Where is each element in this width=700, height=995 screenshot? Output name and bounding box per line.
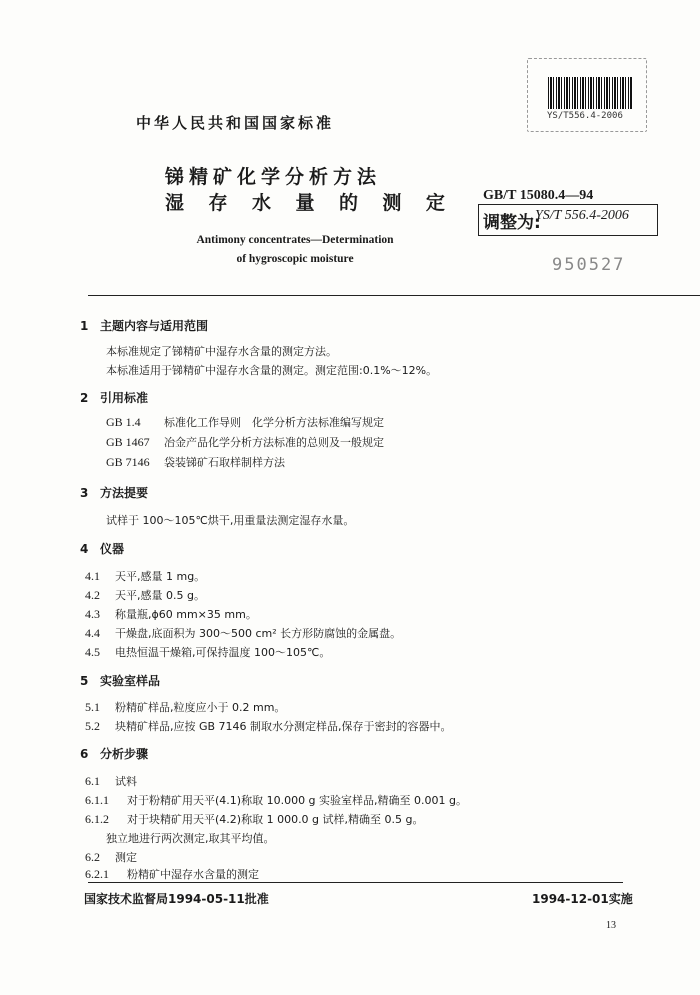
title-char: 测 xyxy=(382,192,402,214)
item-number: 4.1 xyxy=(85,569,100,583)
item-text: 测定 xyxy=(115,851,137,864)
item-text: 干燥盘,底面积为 300～500 cm² 长方形防腐蚀的金属盘。 xyxy=(115,627,402,640)
title-char: 存 xyxy=(208,192,228,214)
reference-code: GB 1467 xyxy=(106,435,150,449)
title-char: 量 xyxy=(295,192,315,214)
item-text: 块精矿样品,应按 GB 7146 制取水分测定样品,保存于密封的容器中。 xyxy=(115,720,452,733)
reference-text: 冶金产品化学分析方法标准的总则及一般规定 xyxy=(164,436,384,449)
list-item xyxy=(85,699,285,715)
item-number: 6.1.1 xyxy=(85,793,109,807)
title-char: 定 xyxy=(425,192,445,214)
list-item xyxy=(85,792,467,808)
title-char: 水 xyxy=(251,192,271,214)
standard-code: GB/T 15080.4—94 xyxy=(483,188,594,203)
item-number: 5.2 xyxy=(85,719,100,733)
section-heading xyxy=(80,484,148,501)
approval-info: 国家技术监督局1994-05-11批准 xyxy=(84,892,269,906)
item-number: 6.2 xyxy=(85,850,100,864)
item-text: 称量瓶,ϕ60 mm×35 mm。 xyxy=(115,608,257,621)
item-number: 4.3 xyxy=(85,607,100,621)
section-number: 2 xyxy=(80,391,89,405)
list-item xyxy=(85,644,330,660)
item-text: 对于块精矿用天平(4.2)称取 1 000.0 g 试样,精确至 0.5 g。 xyxy=(127,813,424,826)
item-number: 6.1.2 xyxy=(85,812,109,826)
reference-code: GB 7146 xyxy=(106,455,150,469)
section-number: 3 xyxy=(80,486,89,500)
reference-text: 标准化工作导则 化学分析方法标准编写规定 xyxy=(164,416,384,429)
section-title: 主题内容与适用范围 xyxy=(100,319,209,333)
reference-code: GB 1.4 xyxy=(106,415,141,429)
section-number: 6 xyxy=(80,747,89,761)
paragraph: 本标准适用于锑精矿中湿存水含量的测定。测定范围:0.1%～12%。 xyxy=(106,364,438,377)
section-title: 仪器 xyxy=(100,542,125,556)
item-number: 4.2 xyxy=(85,588,100,602)
list-item xyxy=(85,866,259,882)
item-text: 粉精矿样品,粒度应小于 0.2 mm。 xyxy=(115,701,286,714)
list-item xyxy=(85,568,205,584)
section-heading xyxy=(80,317,208,334)
item-text: 天平,感量 0.5 g。 xyxy=(115,589,205,602)
title-char: 湿 xyxy=(165,192,185,214)
section-heading xyxy=(80,389,148,406)
reference-item xyxy=(106,434,384,450)
stamp-number: 950527 xyxy=(552,255,626,275)
item-number: 6.2.1 xyxy=(85,867,109,881)
footer-divider xyxy=(88,882,623,883)
section-number: 5 xyxy=(80,674,89,688)
list-item xyxy=(85,587,205,603)
title-char: 的 xyxy=(338,192,358,214)
page-number: 13 xyxy=(606,920,616,931)
list-item xyxy=(85,773,137,789)
section-number: 4 xyxy=(80,542,89,556)
list-item xyxy=(85,811,424,827)
section-title: 引用标准 xyxy=(100,391,149,405)
paragraph: 试样于 100～105℃烘干,用重量法测定湿存水量。 xyxy=(106,514,355,527)
section-heading xyxy=(80,540,124,557)
paragraph: 本标准规定了锑精矿中湿存水含量的测定方法。 xyxy=(106,345,337,358)
list-item xyxy=(85,718,452,734)
item-text: 对于粉精矿用天平(4.1)称取 10.000 g 实验室样品,精确至 0.001 g。 xyxy=(127,794,467,807)
adjustment-handwritten-code: YS/T 556.4-2006 xyxy=(535,208,629,223)
section-heading xyxy=(80,745,148,762)
item-text: 天平,感量 1 mg。 xyxy=(115,570,206,583)
header-divider xyxy=(88,295,700,296)
item-number: 6.1 xyxy=(85,774,100,788)
reference-text: 袋装锑矿石取样制样方法 xyxy=(164,456,285,469)
item-text: 电热恒温干燥箱,可保持温度 100～105℃。 xyxy=(115,646,331,659)
adjustment-label: 调整为: xyxy=(483,213,541,233)
barcode-number: YS/T556.4-2006 xyxy=(547,111,623,121)
reference-item xyxy=(106,454,285,470)
reference-item xyxy=(106,414,384,430)
list-item xyxy=(85,606,257,622)
item-text: 粉精矿中湿存水含量的测定 xyxy=(127,868,259,881)
section-title: 分析步骤 xyxy=(100,747,149,761)
item-number: 4.5 xyxy=(85,645,100,659)
national-standard-heading: 中华人民共和国国家标准 xyxy=(135,114,334,132)
item-text: 试料 xyxy=(115,775,137,788)
section-title: 方法提要 xyxy=(100,486,149,500)
list-item xyxy=(85,849,137,865)
paragraph: 独立地进行两次测定,取其平均值。 xyxy=(106,832,275,845)
section-title: 实验室样品 xyxy=(100,674,161,688)
effective-date: 1994-12-01实施 xyxy=(532,892,633,906)
section-number: 1 xyxy=(80,319,89,333)
document-title-line1: 锑精矿化学分析方法 xyxy=(165,166,382,188)
list-item xyxy=(85,625,401,641)
barcode-image xyxy=(548,77,633,109)
section-heading xyxy=(80,672,160,689)
item-number: 4.4 xyxy=(85,626,100,640)
english-title-line2: of hygroscopic moisture xyxy=(236,253,354,265)
document-title-line2 xyxy=(165,188,445,215)
item-number: 5.1 xyxy=(85,700,100,714)
english-title-line1: Antimony concentrates—Determination xyxy=(196,234,394,246)
